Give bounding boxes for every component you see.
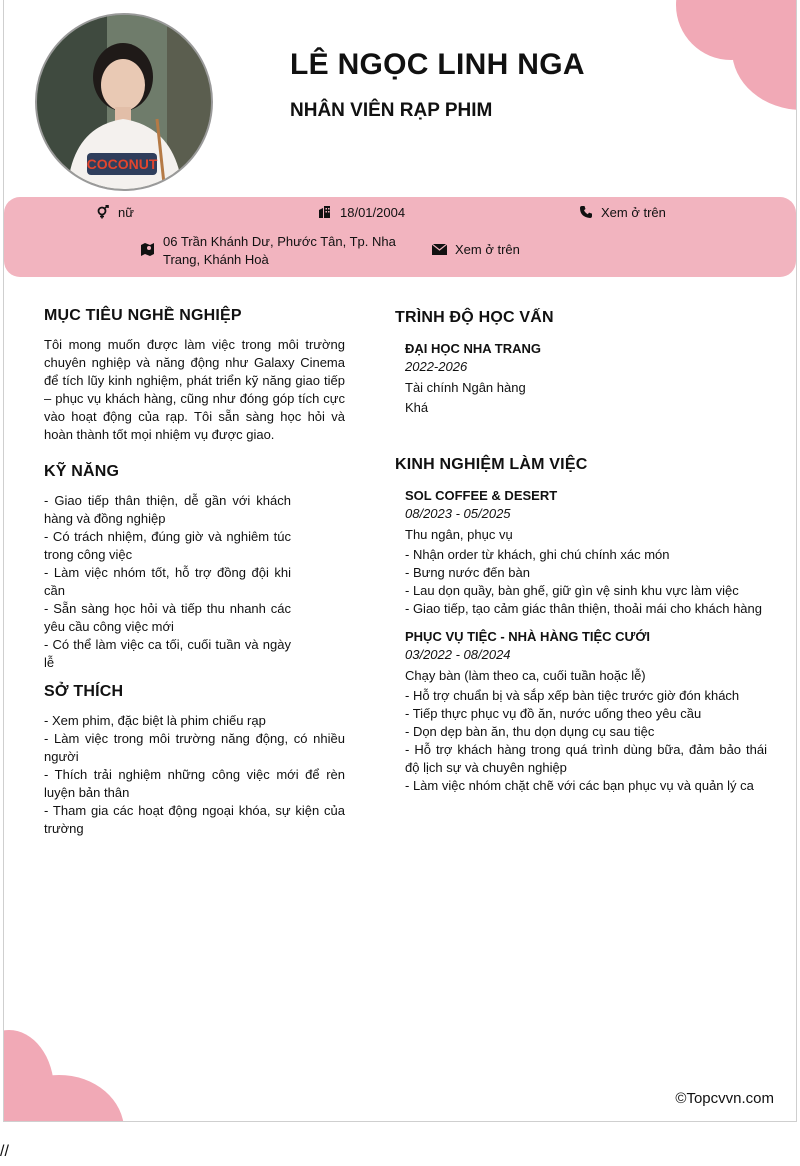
gender-value: nữ (118, 205, 134, 220)
map-icon (140, 242, 155, 257)
portrait-illustration (37, 15, 213, 191)
experience-heading: KINH NGHIỆM LÀM VIỆC (395, 456, 588, 473)
trailing-mark: // (0, 1143, 9, 1160)
phone-icon (579, 205, 593, 219)
hobbies-list (44, 712, 345, 838)
contact-phone (579, 204, 666, 222)
hobbies-heading: SỞ THÍCH (44, 683, 124, 700)
duty-item: - Lau dọn quầy, bàn ghế, giữ gìn vệ sinh khu vực làm việc (405, 583, 739, 598)
duty-item: - Làm việc nhóm chặt chẽ với các bạn phục vụ và quản lý ca (405, 778, 754, 793)
profile-photo (35, 13, 213, 191)
duty-item: - Dọn dẹp bàn ăn, thu dọn dụng cụ sau tiệc (405, 724, 655, 739)
education-major: Tài chính Ngân hàng (405, 380, 526, 395)
job-duties (405, 687, 767, 795)
contact-dob (318, 204, 405, 222)
hobby-item: - Tham gia các hoạt động ngoại khóa, sự kiện của trường (44, 803, 345, 836)
duty-item: - Hỗ trợ chuẩn bị và sắp xếp bàn tiệc trước giờ đón khách (405, 688, 740, 703)
building-icon (318, 205, 332, 219)
objective-text: Tôi mong muốn được làm việc trong môi trường chuyên nghiệp và năng động như Galaxy Cinema để tích lũy kinh nghiệm, phát triển kỹ năng giao tiếp – phục vụ khách hàng, cũng như đóng góp tích cực vào hoạt động của rạp. Tôi sẵn sàng học hỏi và hoàn thành tốt mọi nhiệm vụ được giao. (44, 337, 345, 442)
contact-address (140, 233, 400, 269)
skill-item: - Có thể làm việc ca tối, cuối tuần và ngày lễ (44, 637, 291, 670)
dob-value: 18/01/2004 (340, 205, 406, 220)
job-duties (405, 546, 767, 618)
contact-email (432, 241, 520, 259)
cv-page (3, 0, 797, 1122)
skill-item: - Có trách nhiệm, đúng giờ và nghiêm túc trong công việc (44, 529, 291, 562)
email-value: Xem ở trên (455, 242, 520, 257)
envelope-icon (432, 244, 447, 256)
hobby-item: - Làm việc trong môi trường năng động, có nhiều người (44, 731, 345, 764)
job-period: 08/2023 - 05/2025 (405, 506, 511, 521)
skill-item: - Sẵn sàng học hỏi và tiếp thu nhanh các yêu cầu công việc mới (44, 601, 291, 634)
hobby-item: - Xem phim, đặc biệt là phim chiếu rạp (44, 713, 266, 728)
hobby-item: - Thích trải nghiệm những công việc mới để rèn luyện bản thân (44, 767, 345, 800)
address-value: 06 Trần Khánh Dư, Phước Tân, Tp. Nha Trang, Khánh Hoà (163, 234, 396, 267)
job-title: NHÂN VIÊN RẠP PHIM (290, 100, 493, 121)
job-company: SOL COFFEE & DESERT (405, 488, 558, 503)
job-role: Chạy bàn (làm theo ca, cuối tuần hoặc lễ) (405, 668, 646, 683)
shirt-print-text: COCONUT (86, 156, 158, 172)
job-role: Thu ngân, phục vụ (405, 527, 513, 542)
job-company: PHỤC VỤ TIỆC - NHÀ HÀNG TIỆC CƯỚI (405, 629, 651, 644)
duty-item: - Giao tiếp, tạo cảm giác thân thiện, thoải mái cho khách hàng (405, 601, 762, 616)
duty-item: - Hỗ trợ khách hàng trong quá trình dùng bữa, đảm bảo thái độ lịch sự và chuyên nghiệp (405, 742, 767, 775)
school-name: ĐẠI HỌC NHA TRANG (405, 341, 542, 356)
phone-value: Xem ở trên (601, 205, 666, 220)
job-period: 03/2022 - 08/2024 (405, 647, 511, 662)
duty-item: - Bưng nước đến bàn (405, 565, 530, 580)
objective-heading: MỤC TIÊU NGHỀ NGHIỆP (44, 307, 242, 324)
contact-gender (96, 204, 134, 222)
skills-list (44, 492, 291, 672)
copyright-footer: ©Topcvvn.com (675, 1090, 774, 1107)
education-grade: Khá (405, 400, 429, 415)
skill-item: - Làm việc nhóm tốt, hỗ trợ đồng đội khi cần (44, 565, 291, 598)
education-heading: TRÌNH ĐỘ HỌC VẤN (395, 309, 554, 326)
duty-item: - Nhận order từ khách, ghi chú chính xác món (405, 547, 670, 562)
education-period: 2022-2026 (405, 359, 468, 374)
full-name: LÊ NGỌC LINH NGA (290, 48, 585, 81)
skills-heading: KỸ NĂNG (44, 463, 120, 480)
duty-item: - Tiếp thực phục vụ đồ ăn, nước uống theo yêu cầu (405, 706, 702, 721)
contact-band (4, 197, 796, 277)
gender-icon (96, 205, 110, 219)
skill-item: - Giao tiếp thân thiện, dễ gần với khách hàng và đồng nghiệp (44, 493, 291, 526)
